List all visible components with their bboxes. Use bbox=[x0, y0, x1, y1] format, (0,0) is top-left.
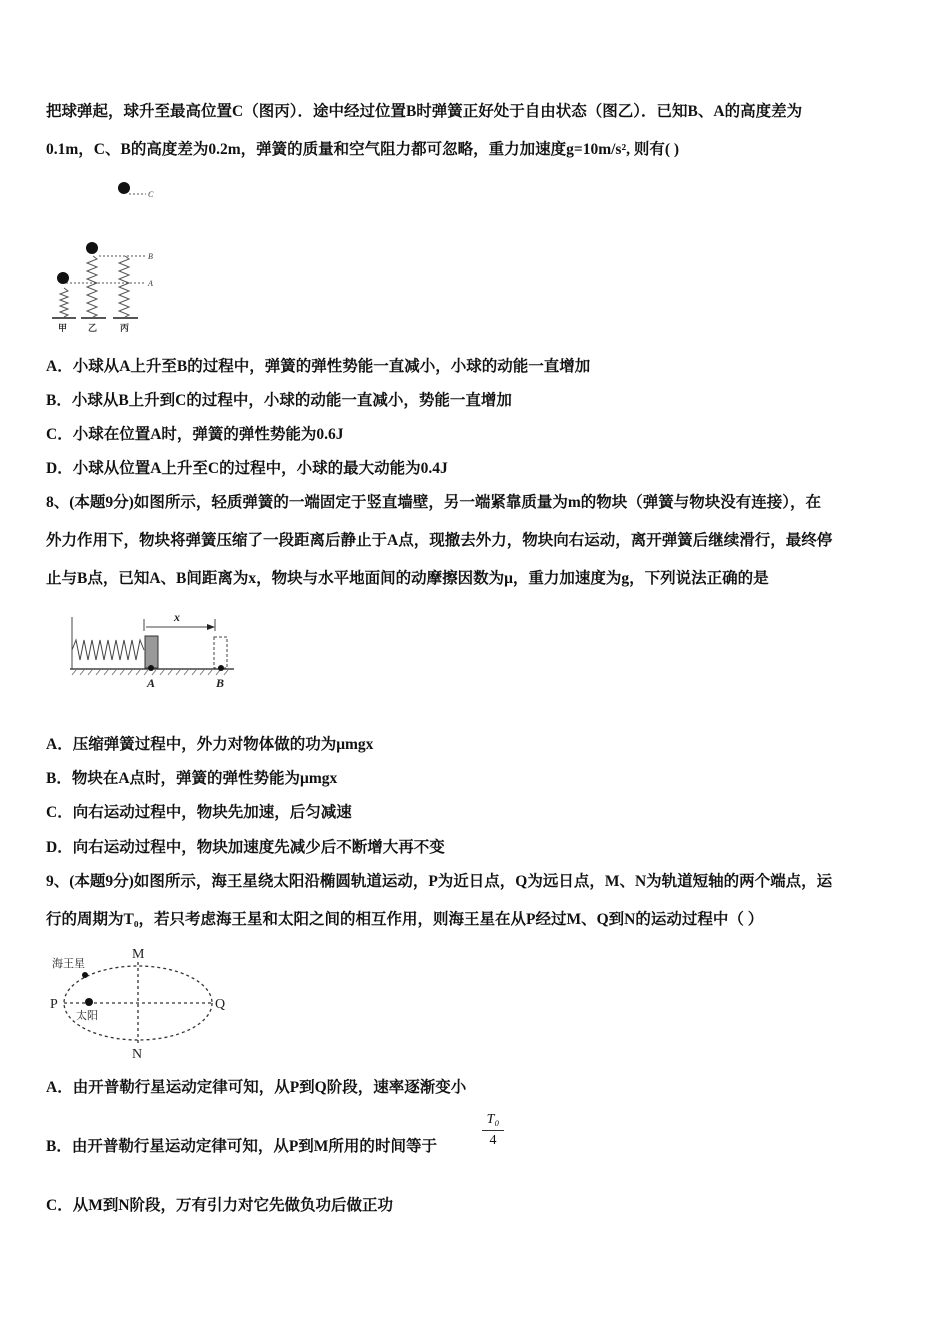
svg-text:M: M bbox=[132, 947, 145, 962]
q8-text-line-2: 外力作用下，物块将弹簧压缩了一段距离后静止于A点，现撤去外力，物块向右运动，离开弹簧后继续滑行，最终停 bbox=[46, 532, 833, 549]
svg-text:N: N bbox=[132, 1047, 143, 1062]
svg-text:Q: Q bbox=[215, 997, 226, 1012]
svg-text:丙: 丙 bbox=[120, 323, 130, 333]
svg-text:太阳: 太阳 bbox=[76, 1010, 98, 1022]
q7-option-b: B．小球从B上升到C的过程中，小球的动能一直减小，势能一直增加 bbox=[46, 392, 512, 409]
q8-text-line-1: 8、(本题9分)如图所示，轻质弹簧的一端固定于竖直墙壁，另一端紧靠质量为m的物块（弹簧与物块没有连接），在 bbox=[46, 494, 821, 511]
q7-option-d: D．小球从位置A上升至C的过程中，小球的最大动能为0.4J bbox=[46, 460, 448, 477]
q8-text-line-3: 止与B点，已知A、B间距离为x，物块与水平地面间的动摩擦因数为μ，重力加速度为g，下列说法正确的是 bbox=[46, 570, 769, 587]
sun-dot bbox=[85, 998, 93, 1006]
svg-text:C: C bbox=[148, 190, 154, 199]
q7-text-line-2: 0.1m，C、B的高度差为0.2m，弹簧的质量和空气阻力都可忽略，重力加速度g=10m/s², 则有( ) bbox=[46, 141, 680, 158]
svg-text:甲: 甲 bbox=[58, 323, 68, 333]
svg-text:B: B bbox=[216, 676, 225, 690]
q9-option-a: A．由开普勒行星运动定律可知，从P到Q阶段，速率逐渐变小 bbox=[46, 1079, 467, 1096]
fraction-t0-over-4 bbox=[482, 1112, 504, 1149]
svg-text:A: A bbox=[148, 279, 153, 288]
q7-text-line-1: 把球弹起，球升至最高位置C（图丙）．途中经过位置B时弹簧正好处于自由状态（图乙）．已知B、A的高度差为 bbox=[46, 103, 803, 120]
q8-option-b: B．物块在A点时，弹簧的弹性势能为μmgx bbox=[46, 770, 338, 787]
neptune-dot bbox=[82, 972, 88, 978]
spring-block-figure bbox=[66, 605, 236, 695]
svg-text:P: P bbox=[50, 997, 58, 1012]
ball-a bbox=[57, 272, 69, 284]
ball-c bbox=[118, 182, 130, 194]
q7-option-a: A．小球从A上升至B的过程中，弹簧的弹性势能一直减小，小球的动能一直增加 bbox=[46, 358, 591, 375]
q9-option-b: B．由开普勒行星运动定律可知，从P到M所用的时间等于 bbox=[46, 1138, 437, 1155]
q8-option-d: D．向右运动过程中，物块加速度先减少后不断增大再不变 bbox=[46, 839, 445, 856]
orbit-figure bbox=[40, 940, 240, 1070]
svg-text:海王星: 海王星 bbox=[52, 958, 85, 970]
svg-text:乙: 乙 bbox=[88, 323, 98, 333]
fraction-numerator: T₀ bbox=[482, 1112, 504, 1131]
q8-option-a: A．压缩弹簧过程中，外力对物体做的功为μmgx bbox=[46, 736, 374, 753]
spring-ball-figure bbox=[46, 175, 166, 335]
fraction-denominator: 4 bbox=[489, 1133, 497, 1148]
svg-text:B: B bbox=[148, 252, 153, 261]
svg-text:x: x bbox=[174, 610, 180, 624]
q9-option-c: C．从M到N阶段，万有引力对它先做负功后做正功 bbox=[46, 1197, 394, 1214]
q8-option-c: C．向右运动过程中，物块先加速，后匀减速 bbox=[46, 804, 352, 821]
svg-text:A: A bbox=[147, 676, 156, 690]
ball-b bbox=[86, 242, 98, 254]
q9-text-line-1: 9、(本题9分)如图所示，海王星绕太阳沿椭圆轨道运动，P为近日点，Q为远日点，M、N为轨道短轴的两个端点，运 bbox=[46, 873, 833, 890]
q9-text-line-2: 行的周期为T₀，若只考虑海王星和太阳之间的相互作用，则海王星在从P经过M、Q到N的运动过程中（ ） bbox=[46, 911, 764, 928]
q7-option-c: C．小球在位置A时，弹簧的弹性势能为0.6J bbox=[46, 426, 344, 443]
